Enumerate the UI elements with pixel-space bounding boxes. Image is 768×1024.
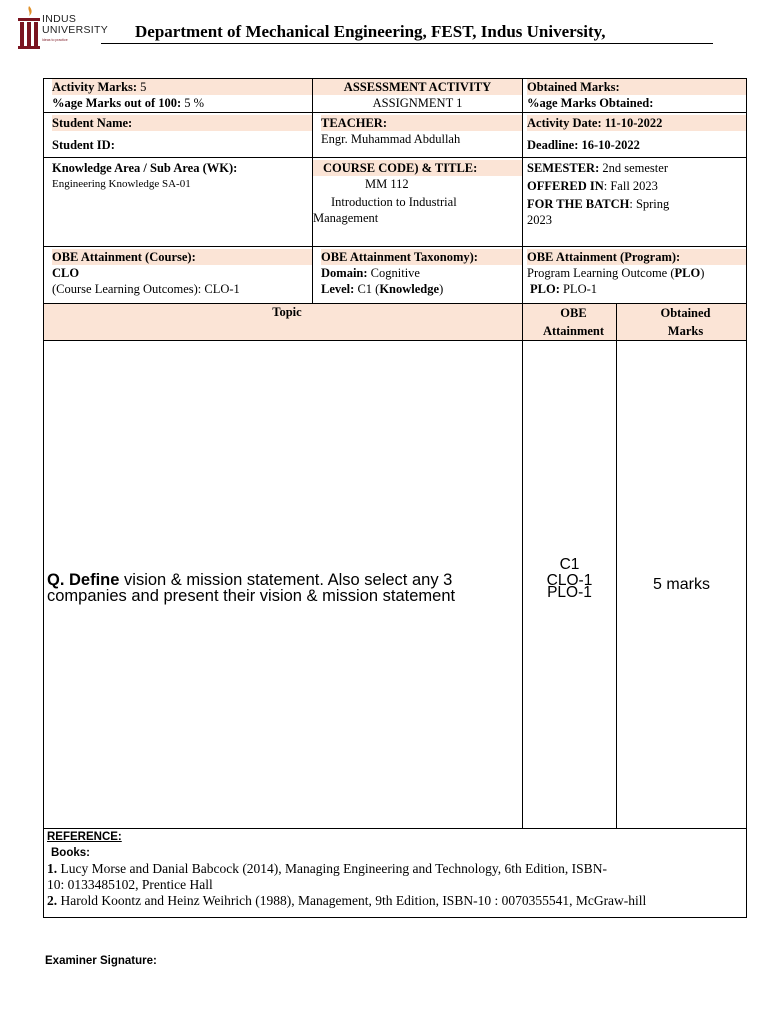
plo-label: PLO: [530, 282, 560, 296]
batch-label: FOR THE BATCH [527, 197, 630, 211]
student-id-label: Student ID: [52, 138, 115, 152]
plo-abbrev: PLO [674, 266, 701, 280]
logo-tagline: Ideas to practice [42, 38, 68, 42]
obe-row [44, 247, 747, 304]
obe-plo: PLO-1 [547, 583, 592, 601]
level-knowledge: Knowledge [379, 282, 440, 296]
header-divider [101, 43, 713, 44]
document-header [14, 4, 714, 46]
obe-header-line1: OBE [560, 306, 587, 320]
batch-value: : Spring [629, 197, 670, 211]
obe-c1: C1 [559, 555, 580, 573]
activity-marks-cell [44, 79, 313, 113]
taxonomy-label: OBE Attainment Taxonomy): [321, 249, 522, 265]
student-row [44, 113, 747, 158]
plo-value: PLO-1 [559, 282, 598, 296]
book-1 [47, 861, 746, 877]
course-title-1: Introduction to Industrial [331, 195, 457, 209]
activity-row [44, 79, 747, 113]
program-cell [523, 247, 747, 304]
knowledge-label: Knowledge Area / Sub Area (WK): [52, 161, 238, 175]
student-cell [44, 113, 313, 158]
batch-year: 2023 [527, 213, 552, 227]
logo-emblem-icon [16, 4, 42, 50]
course-code: MM 112 [365, 177, 409, 191]
topic-header-row [44, 304, 747, 341]
marks-cell: 5 marks [617, 341, 747, 829]
level-value: C1 ( [354, 282, 380, 296]
course-row [44, 158, 747, 247]
clo-value: (Course Learning Outcomes): CLO-1 [52, 282, 240, 296]
reference-cell [44, 829, 747, 918]
obtained-marks-cell [523, 79, 747, 113]
activity-marks-label: Activity Marks: [52, 80, 138, 94]
taxonomy-cell [313, 247, 523, 304]
books-label: Books: [51, 847, 90, 859]
topic-header: Topic [44, 304, 523, 341]
assessment-activity-cell [313, 79, 523, 113]
question-text-2: companies and present their vision & mission statement [47, 586, 456, 605]
offered-label: OFFERED IN [527, 179, 604, 193]
examiner-signature-label: Examiner Signature: [45, 955, 157, 967]
obtained-marks-label: Obtained Marks: [527, 79, 746, 95]
obe-header-line2: Attainment [542, 324, 605, 338]
obe-attainment-header [523, 304, 617, 341]
semester-value: 2nd semester [599, 161, 668, 175]
level-close: ) [439, 282, 444, 296]
obtained-header-line2: Marks [667, 324, 704, 338]
book-2-text: Harold Koontz and Heinz Weihrich (1988), Management, 9th Edition, ISBN-10 : 0070355541, McGraw-hill [57, 893, 647, 908]
knowledge-value: Engineering Knowledge SA-01 [52, 178, 191, 190]
activity-date: Activity Date: 11-10-2022 [527, 115, 746, 131]
domain-value: Cognitive [367, 266, 420, 280]
offered-value: : Fall 2023 [603, 179, 658, 193]
book-2 [47, 893, 746, 909]
assessment-title: ASSESSMENT ACTIVITY [313, 79, 522, 95]
book-1-cont: 10: 0133485102, Prentice Hall [47, 877, 213, 892]
domain-label: Domain: [321, 266, 368, 280]
student-name-label: Student Name: [52, 115, 312, 131]
question-text-1: vision & mission statement. Also select any 3 [119, 570, 453, 589]
dates-cell [523, 113, 747, 158]
book-2-number: 2. [47, 893, 58, 908]
course-cell [313, 158, 523, 247]
activity-marks-value: 5 [137, 80, 147, 94]
question-prefix: Q. Define [47, 570, 120, 589]
obe-course-label: OBE Attainment (Course): [52, 249, 312, 265]
pct-obtained-label: %age Marks Obtained: [527, 96, 654, 110]
plo-text: Program Learning Outcome ( [527, 266, 675, 280]
semester-label: SEMESTER: [527, 161, 600, 175]
teacher-label: TEACHER: [321, 115, 522, 131]
teacher-name: Engr. Muhammad Abdullah [321, 132, 461, 146]
course-label: COURSE CODE) & TITLE: [313, 160, 522, 176]
book-1-text: Lucy Morse and Danial Babcock (2014), Managing Engineering and Technology, 6th Edition, ISBN- [57, 861, 607, 876]
level-label: Level: [321, 282, 355, 296]
logo-wordmark: INDUS UNIVERSITY [42, 13, 109, 36]
assessment-form [43, 78, 747, 918]
department-title: Department of Mechanical Engineering, FEST, Indus University, [135, 22, 606, 41]
reference-title: REFERENCE: [47, 831, 122, 843]
program-label: OBE Attainment (Program): [527, 249, 746, 265]
course-title-2: Management [313, 211, 379, 225]
obtained-marks-header [617, 304, 747, 341]
obe-attainment-cell [523, 341, 617, 829]
book-1-number: 1. [47, 861, 58, 876]
question-cell [44, 341, 523, 829]
teacher-cell [313, 113, 523, 158]
obtained-header-line1: Obtained [660, 306, 711, 320]
question-row [44, 341, 747, 829]
deadline: Deadline: 16-10-2022 [527, 138, 640, 152]
pct-marks-label: %age Marks out of 100: [52, 96, 182, 110]
semester-cell [523, 158, 747, 247]
assignment-label: ASSIGNMENT 1 [372, 96, 463, 110]
obe-course-cell [44, 247, 313, 304]
pct-marks-value: 5 % [181, 96, 205, 110]
plo-close: ) [700, 266, 705, 280]
obe-clo: CLO-1 [546, 571, 593, 589]
clo-label: CLO [52, 266, 80, 280]
university-logo [16, 4, 109, 50]
reference-row [44, 829, 747, 918]
knowledge-cell [44, 158, 313, 247]
